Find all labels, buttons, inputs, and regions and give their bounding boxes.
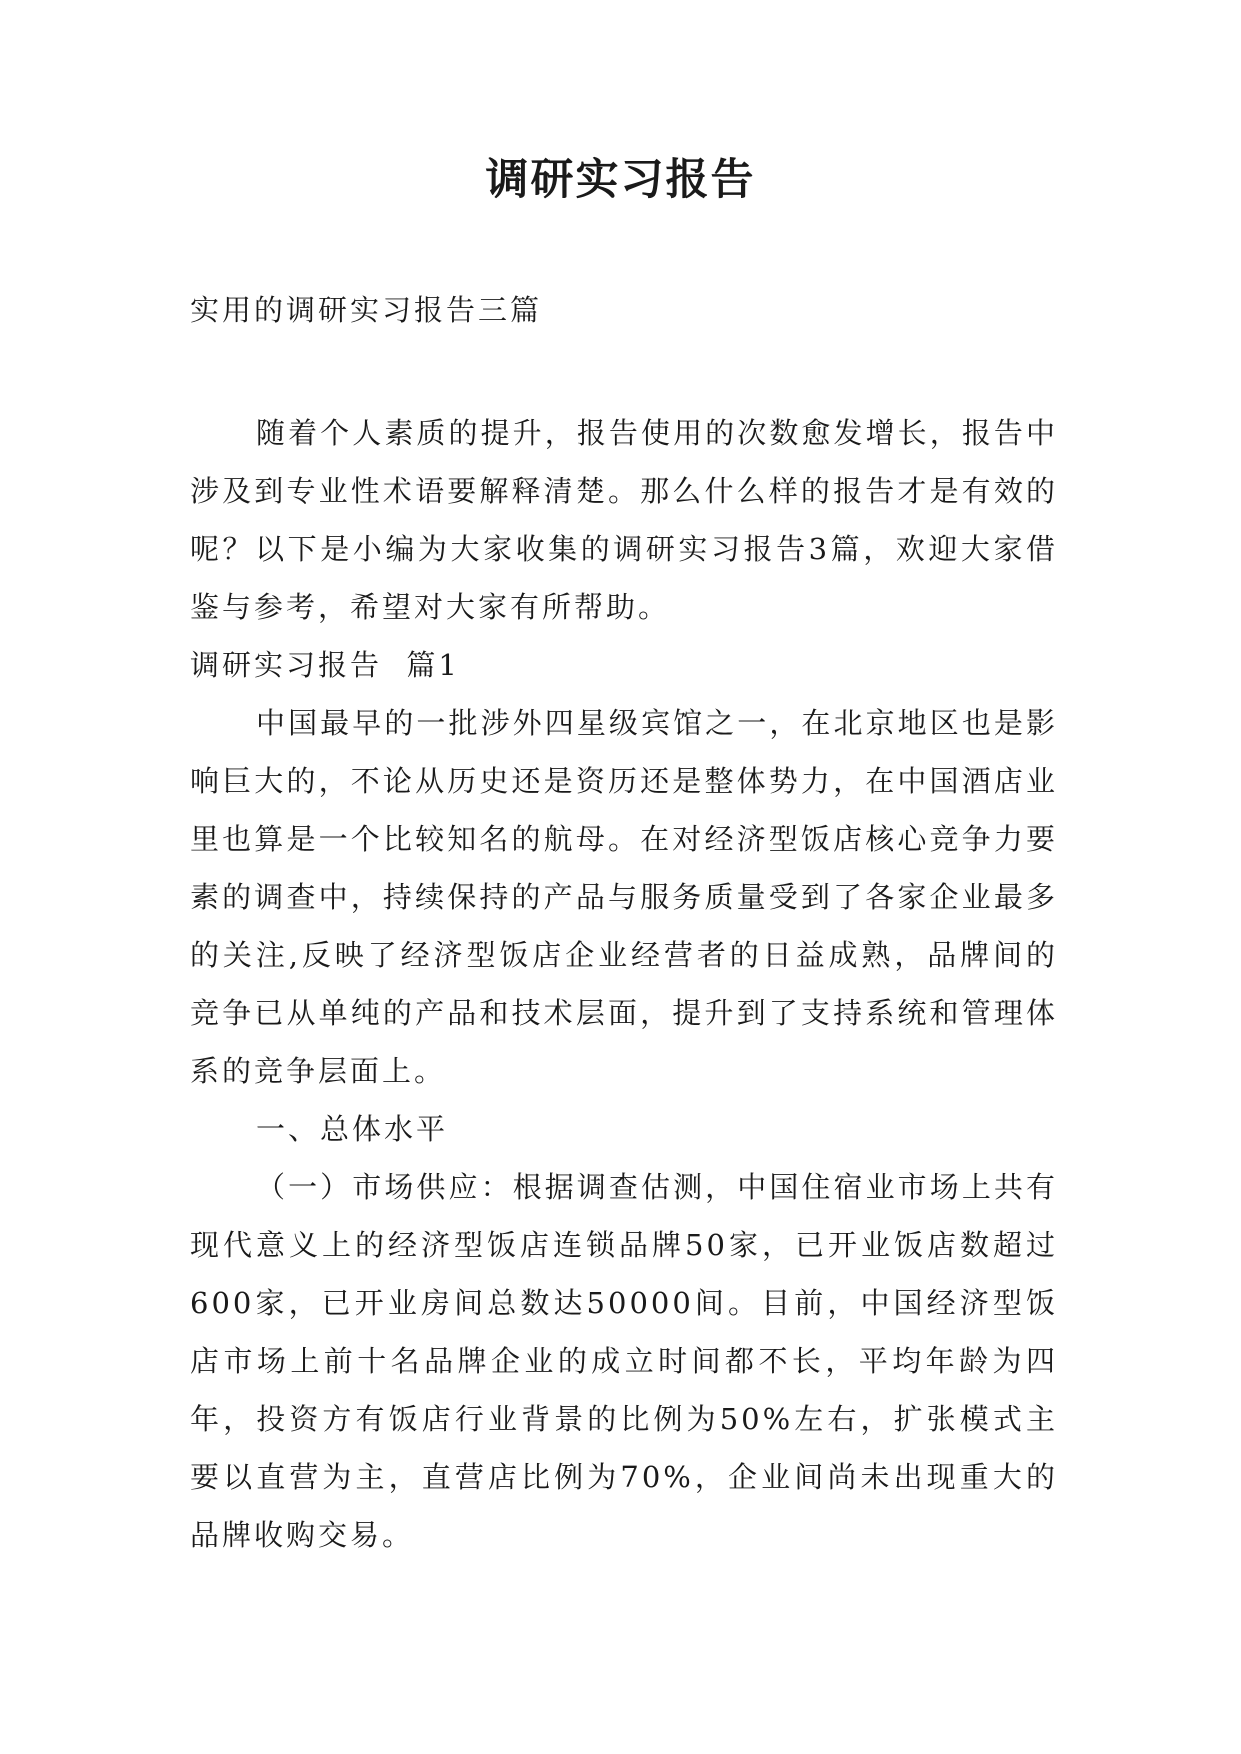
subheading: 一、总体水平: [256, 1112, 449, 1146]
document-title: 调研实习报告: [485, 155, 756, 205]
intro-paragraph: 随着个人素质的提升，报告使用的次数愈发增长，报告中涉及到专业性术语要解释清楚。那么什么样的报告才是有效的呢？以下是小编为大家收集的调研实习报告3篇，欢迎大家借鉴与参考，希望对大家有所帮助。: [190, 416, 1058, 624]
document-body: [190, 404, 1058, 1564]
body-paragraph: 中国最早的一批涉外四星级宾馆之一，在北京地区也是影响巨大的，不论从历史还是资历还是整体势力，在中国酒店业里也算是一个比较知名的航母。在对经济型饭店核心竞争力要素的调查中，持续保持的产品与服务质量受到了各家企业最多的关注,反映了经济型饭店企业经营者的日益成熟，品牌间的竞争已从单纯的产品和技术层面，提升到了支持系统和管理体系的竞争层面上。: [190, 706, 1058, 1088]
document-subtitle: 实用的调研实习报告三篇: [190, 293, 543, 327]
body-paragraph: （一）市场供应：根据调查估测，中国住宿业市场上共有现代意义上的经济型饭店连锁品牌50家，已开业饭店数超过600家，已开业房间总数达50000间。目前，中国经济型饭店市场上前十名品牌企业的成立时间都不长，平均年龄为四年，投资方有饭店行业背景的比例为50%左右，扩张模式主要以直营为主，直营店比例为70%，企业间尚未出现重大的品牌收购交易。: [190, 1170, 1058, 1552]
section-heading: 调研实习报告 篇1: [190, 648, 460, 682]
